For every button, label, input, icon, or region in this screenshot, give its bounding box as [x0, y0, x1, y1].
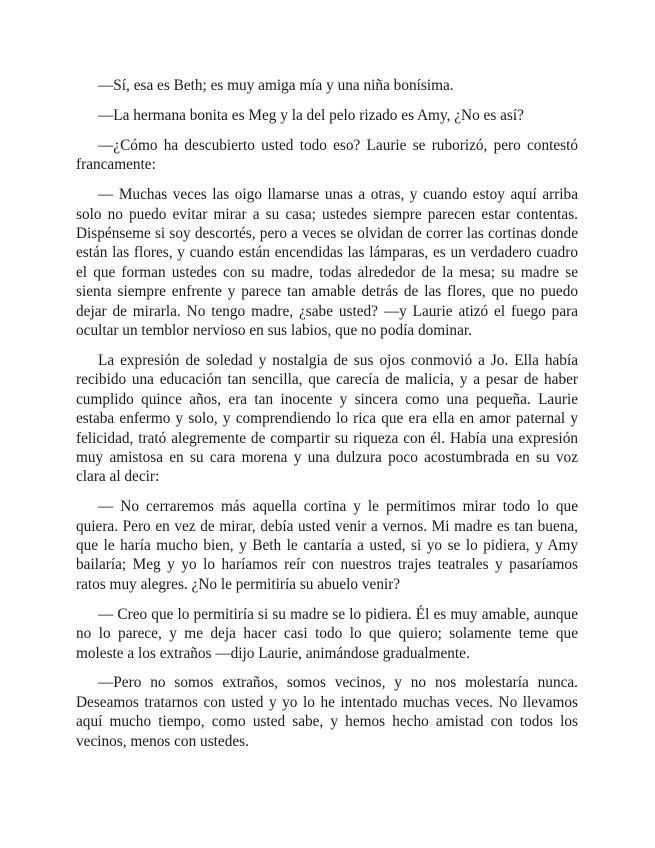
paragraph-8: —Pero no somos extraños, somos vecinos, y no nos molestaría nunca. Deseamos tratarnos con usted y yo lo he intentado muchas veces. No llevamos aquí mucho tiempo, como usted sabe, y hemos hecho amistad con todos los vecinos, menos con ustedes.: [76, 674, 578, 750]
paragraph-6: — No cerraremos más aquella cortina y le permitimos mirar todo lo que quiera. Pero en vez de mirar, debía usted venir a vernos. Mi madre es tan buena, que le haría mucho bien, y Beth le cantaría a usted, si yo se lo pidiera, y Amy bailaría; Meg y yo lo haríamos reír con nuestros trajes teatrales y pasaríamos ratos muy alegres. ¿No le permitiría su abuelo venir?: [76, 498, 578, 593]
paragraph-7: — Creo que lo permitiría si su madre se lo pidiera. Él es muy amable, aunque no lo parece, y me deja hacer casi todo lo que quiero; solamente teme que moleste a los extraños —dijo Laurie, animándose gradualmente.: [76, 605, 578, 662]
paragraph-1: —Sí, esa es Beth; es muy amiga mía y una niña bonísima.: [98, 77, 454, 94]
paragraph-4: — Muchas veces las oigo llamarse unas a otras, y cuando estoy aquí arriba solo no puedo evitar mirar a su casa; ustedes siempre parecen estar contentas. Dispénseme si soy descortés, pero a veces se olvidan de correr las cortinas donde están las flores, y cuando están encendidas las lámparas, es un verdadero cuadro el que forman ustedes con su madre, todas alrededor de la mesa; su madre se sienta siempre enfrente y parece tan amable detrás de las flores, que no puedo dejar de mirarla. No tengo madre, ¿sabe usted? —y Laurie atizó el fuego para ocultar un temblor nervioso en sus labios, que no podía dominar.: [76, 186, 578, 339]
paragraph-3: —¿Cómo ha descubierto usted todo eso? Laurie se ruborizó, pero contestó francamente:: [76, 136, 578, 174]
paragraph-5: La expresión de soledad y nostalgia de sus ojos conmovió a Jo. Ella había recibido una educación tan sencilla, que carecía de malicia, y a pesar de haber cumplido quince años, era tan inocente y sincera como una pequeña. Laurie estaba enfermo y solo, y comprendiendo lo rica que era ella en amor paternal y felicidad, trató alegremente de compartir su riqueza con él. Había una expresión muy amistosa en su cara morena y una dulzura poco acostumbrada en su voz clara al decir:: [76, 351, 578, 486]
paragraph-2: —La hermana bonita es Meg y la del pelo rizado es Amy, ¿No es así?: [98, 106, 524, 124]
document-page: [76, 76, 578, 762]
